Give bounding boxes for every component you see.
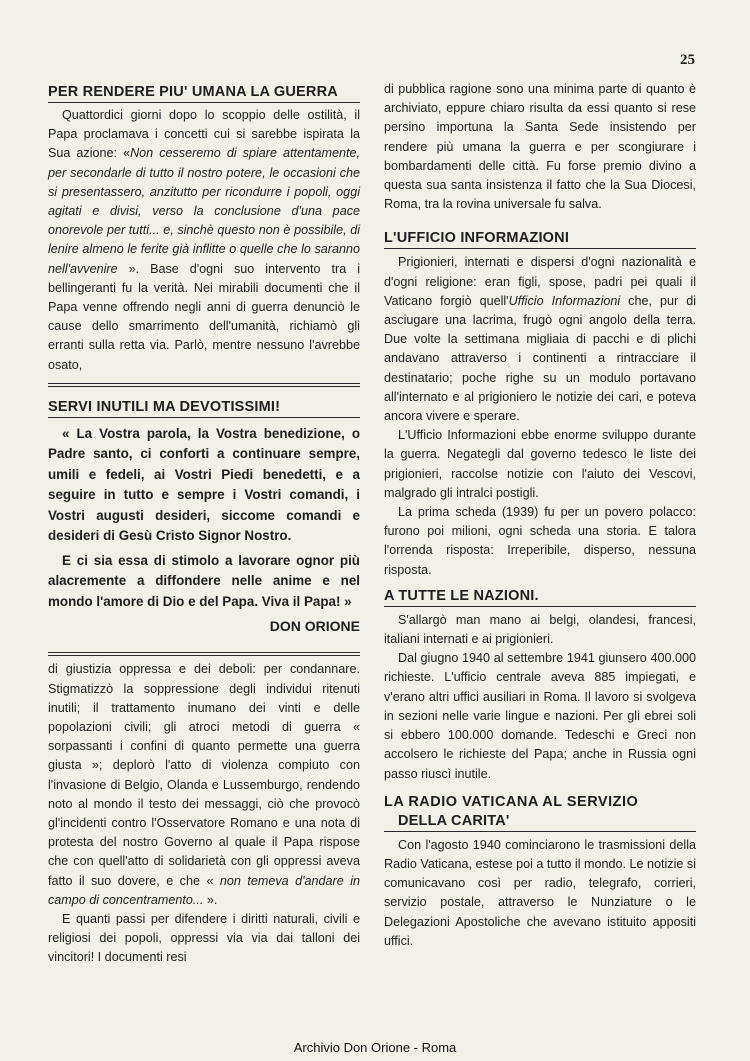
heading-rule: [384, 831, 696, 832]
footer-archive: Archivio Don Orione - Roma: [293, 1040, 457, 1055]
heading-rule: [48, 102, 360, 103]
paragraph-umana: Quattordici giorni dopo lo scoppio delle ostilità, il Papa proclamava i concetti cui si sarebbe ispirata la Sua azione: «Non cesseremo di spiare attentamente, per secondarle di tutto il nostro potere, le occasioni che si presentassero, anzitutto per ricondurre i popoli, oggi agitati e divisi, verso la conclusione d'una pace onorevole per tutti... e, sinchè questo non è possibile, di lenire almeno le ferite già inflitte o quelle che lo saranno nell'avvenire ». Base d'ogni suo intervento tra i bellingeranti fu la verità. Nei mirabili documenti che il Papa venne offrendo negli anni di guerra denunciò le cause dello smarrimento dell'umanità, richiamò gli erranti sulla retta via. Parlò, mentre nessuno l'avrebbe osato,: [48, 108, 360, 372]
heading-radio-line1: LA RADIO VATICANA AL SERVIZIO: [384, 793, 639, 810]
paragraph-ufficio-3: La prima scheda (1939) fu per un povero polacco: furono poi milioni, ogni scheda una storia. E talora l'orrenda risposta: Irreperibile, disperso, nessuna risposta.: [384, 505, 696, 577]
heading-radio-line2: DELLA CARITA': [398, 812, 510, 829]
heading-tutte-nazioni: A TUTTE LE NAZIONI.: [384, 587, 539, 604]
left-column: [48, 84, 360, 968]
heading-radio-vaticana: [384, 794, 696, 829]
heading-rule: [384, 606, 696, 607]
paragraph-continued: di giustizia oppressa e dei deboli: per condannare. Stigmatizzò la soppressione degli individui ritenuti inutili; il trattamento inumano dei vinti e delle popolazioni civili; gli atroci metodi di guerra « sorpassanti i confini di quanto permette una guerra giusta »; deplorò l'atto di violenza compiuto con l'invasione di Belgio, Olanda e Lussemburgo, rendendo noto al mondo il testo dei messaggi, ciò che provocò gl'incidenti contro l'Osservatore Romano e una nota di protesta del nostro Governo al quale il Papa rispose che con quell'atto di solidarietà con gli oppressi aveva fatto il suo dovere, e che « non temeva d'andare in campo di concentramento... ».: [48, 662, 361, 907]
heading-servi-inutili: SERVI INUTILI MA DEVOTISSIMI!: [48, 398, 281, 415]
heading-ufficio-informazioni: L'UFFICIO INFORMAZIONI: [384, 230, 570, 247]
paragraph-ufficio-2: L'Ufficio Informazioni ebbe enorme sviluppo durante la guerra. Negategli dal governo tedesco le liste dei prigionieri, raccolse notizie con l'aiuto dei Vescovi, malgrado gli intralci postigli.: [384, 428, 696, 500]
don-orione-quote-2: E ci sia essa di stimolo a lavorare ognor più alacremente a diffondere nelle anime e nel mondo l'amore di Dio e del Papa. Viva il Papa! »: [48, 552, 360, 609]
signature-don-orione: DON ORIONE: [269, 618, 360, 635]
paragraph-radio: Con l'agosto 1940 cominciarono le trasmissioni della Radio Vaticana, estese poi a tutto il mondo. Le notizie si comunicavano così per radio, telegrafo, corrieri, servizio postale, attraverso le Nunziature o le Delegazioni Apostoliche che avevano istituito appositi uffici.: [384, 837, 696, 948]
heading-umana-guerra: PER RENDERE PIU' UMANA LA GUERRA: [48, 84, 338, 100]
heading-rule: [48, 417, 360, 418]
section-divider: [48, 383, 360, 387]
paragraph-diritti: E quanti passi per difendere i diritti naturali, civili e religiosi dei popoli, oppressi via via dai talloni dei vincitori! I documenti resi: [48, 911, 360, 965]
don-orione-quote-1: « La Vostra parola, la Vostra benedizione, o Padre santo, ci conforti a continuare sempre, umili e fedeli, ai Vostri Piedi benedetti, e a seguire in tutto e sempre i Vostri comandi, i Vostri augusti desideri, siccome comandi e desideri di Gesù Cristo Signor Nostro.: [48, 425, 360, 544]
paragraph-nazioni-1: S'allargò man mano ai belgi, olandesi, francesi, italiani internati e ai prigionieri.: [384, 612, 696, 647]
page-number: 25: [680, 52, 695, 68]
right-column: [384, 80, 696, 951]
paragraph-right-top: di pubblica ragione sono una minima parte di quanto è archiviato, eppure chiaro risulta da essi quanto si rese persino importuna la Santa Sede insistendo per rendere più umana la guerra e per scongiurare i bombardamenti delle città. Fu forse premio divino a questa sua santa insistenza il fatto che la Sua Diocesi, Roma, tra la rovina universale fu salva.: [384, 82, 696, 212]
paragraph-nazioni-2: Dal giugno 1940 al settembre 1941 giunsero 400.000 richieste. L'ufficio centrale aveva 885 impiegati, e v'erano altri uffici ausiliari in Roma. Il lavoro si svolgeva in sezioni nelle varie lingue e nazioni. Per gli ebrei soli si ebbero 100.000 domande. Tedeschi e Greci non accolsero le richieste del Papa; anche in Russia ogni passo riuscì inutile.: [384, 651, 696, 781]
section-divider: [48, 652, 360, 656]
paragraph-ufficio-1: Prigionieri, internati e dispersi d'ogni nazionalità e d'ogni religione: eran figli, spose, padri pei quali il Vaticano forgiò quell'Ufficio Informazioni che, pur di asciugare una lacrima, frugò ogni angolo della terra. Due volte la settimana migliaia di pacchi e di plichi andavano attraverso i continenti a rintracciare il destinatario; poche righe su un modulo portavano all'internato e al prigioniero le notizie dei cari, e poteva ancora vivere e sperare.: [384, 255, 696, 424]
heading-rule: [384, 248, 696, 249]
